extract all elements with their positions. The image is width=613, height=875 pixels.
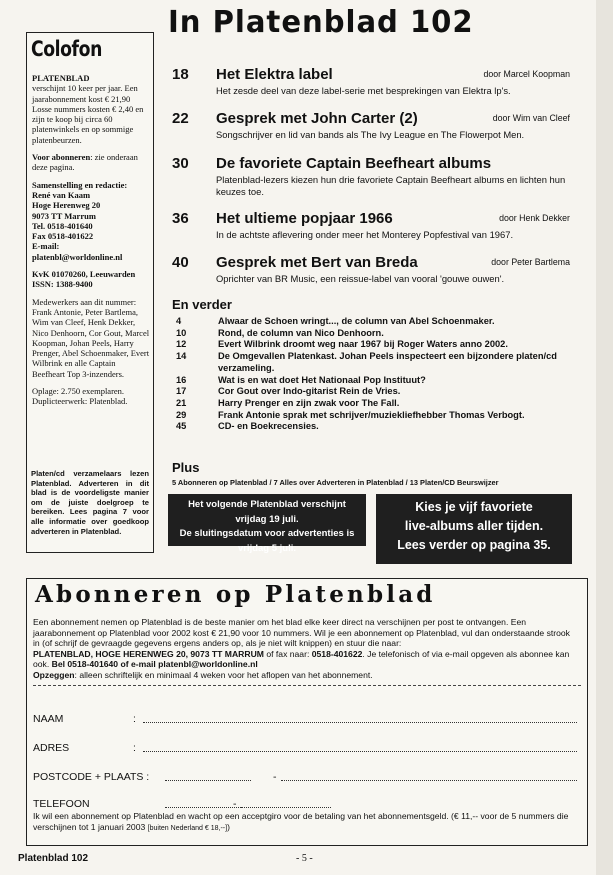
postcode-field-label: POSTCODE + PLAATS :	[33, 771, 150, 783]
list-item-page: 17	[176, 386, 187, 397]
colofon-druk: Duplicteerwerk: Platenblad.	[32, 396, 128, 407]
colofon-issn: ISSN: 1388-9400	[32, 279, 93, 290]
next-issue-line: vrijdag 19 juli.	[235, 513, 299, 525]
feature-desc: Oprichter van BR Music, een reissue-label van vooral 'gouwe ouwen'.	[216, 273, 505, 284]
phone-field-label: TELEFOON	[33, 798, 90, 810]
address-field-label: ADRES	[33, 742, 70, 754]
advertising-notice	[26, 466, 154, 553]
feature-author: door Marcel Koopman	[483, 69, 570, 79]
form-title: Abonneren op Platenblad	[35, 581, 436, 608]
list-item-text: Alwaar de Schoen wringt..., de column van Abel Schoenmaker.	[218, 316, 495, 326]
list-item-text: Frank Antonie sprak met schrijver/muziekliefhebber Thomas Verbogt.	[218, 409, 525, 420]
form-footer	[33, 811, 581, 834]
colofon-address-3: Tel. 0518-401640	[32, 220, 93, 231]
footer-page-number: - 5 -	[296, 853, 313, 864]
next-issue-line: vrijdag 5 juli.	[237, 542, 297, 554]
list-item	[172, 410, 572, 422]
form-footer-small: [buiten Nederland € 18,--]	[147, 824, 228, 832]
name-field-line[interactable]	[143, 722, 577, 723]
advertising-notice-text: Platen/cd verzamelaars lezen Platenblad. Adverteren in dit blad is de voordeligste manier om de juiste doelgroep te bereiken. Lees pagina 7 voor alle informatie over goedkoop adverteren in Platenblad.	[31, 469, 149, 536]
favorites-line: Kies je vijf favoriete	[415, 500, 533, 514]
list-item-text: Rond, de column van Nico Denhoorn.	[218, 327, 384, 338]
subscription-form	[26, 578, 588, 846]
colofon-oplage: Oplage: 2.750 exemplaren.	[32, 386, 125, 397]
feature-title: Het ultieme popjaar 1966	[216, 210, 393, 227]
form-intro	[33, 617, 578, 680]
cut-line	[33, 685, 581, 686]
feature-author: door Wim van Cleef	[492, 113, 570, 123]
colofon-abonneren-text: : zie onderaan deze pagina.	[32, 152, 138, 173]
colofon-address-0: René van Kaam	[32, 189, 91, 200]
feature-title: Gesprek met John Carter (2)	[216, 110, 418, 127]
next-issue-box	[168, 494, 366, 554]
form-phone: Bel 0518-401640 of e-mail platenbl@worldonline.nl	[51, 659, 258, 669]
feature-title: Het Elektra label	[216, 66, 333, 83]
field-dash: -	[273, 771, 277, 783]
feature-title: Gesprek met Bert van Breda	[216, 254, 418, 271]
plus-heading: Plus	[172, 460, 200, 475]
list-item	[172, 328, 572, 340]
list-item-page: 12	[176, 339, 187, 350]
colofon-kvk: KvK 01070260, Leeuwarden	[32, 269, 136, 280]
field-dash: -	[233, 798, 237, 810]
list-item-page: 45	[176, 421, 187, 432]
next-issue-line: Het volgende Platenblad verschijnt	[188, 499, 346, 510]
postcode-field-line[interactable]	[165, 780, 251, 781]
list-item	[172, 375, 572, 387]
favorites-line: Lees verder op pagina 35.	[397, 538, 551, 552]
feature-page: 36	[172, 210, 189, 227]
place-field-line[interactable]	[281, 780, 577, 781]
form-footer-end: )	[227, 821, 230, 832]
feature-author: door Henk Dekker	[499, 213, 570, 223]
colofon-abonneren-label: Voor abonneren	[32, 152, 91, 163]
form-opzeggen-text: : alleen schriftelijk en minimaal 4 weken voor het aflopen van het abonnement.	[74, 669, 373, 680]
list-item	[172, 386, 572, 398]
en-verder-list	[172, 316, 572, 433]
list-item-page: 14	[176, 351, 187, 362]
form-opzeggen-label: Opzeggen	[33, 669, 75, 680]
feature-desc: Songschrijver en lid van bands als The Ivy League en The Flowerpot Men.	[216, 129, 525, 140]
feature-page: 18	[172, 66, 189, 83]
favorites-box	[376, 494, 572, 564]
next-issue-line: De sluitingsdatum voor advertenties is	[179, 528, 355, 539]
en-verder-heading: En verder	[172, 297, 232, 312]
list-item	[172, 339, 572, 351]
colofon-redactie-label: Samenstelling en redactie:	[32, 179, 128, 190]
colofon-title: Colofon	[31, 37, 102, 61]
name-field-label: NAAM	[33, 713, 64, 725]
address-field-line[interactable]	[143, 751, 577, 752]
list-item-page: 16	[176, 374, 187, 385]
list-item-page: 4	[176, 316, 182, 326]
list-item	[172, 351, 572, 374]
feature-desc: Het zesde deel van deze label-serie met besprekingen van Elektra lp's.	[216, 85, 511, 96]
colofon-address-4: Fax 0518-401622	[32, 231, 94, 242]
bleed-through-shadow	[596, 0, 613, 875]
colofon-name: PLATENBLAD	[32, 73, 90, 83]
colofon-medewerkers: Medewerkers aan dit nummer: Frank Antonie, Peter Bartlema, Wim van Cleef, Henk Dekker, Nico Denhoorn, Cor Gout, Marcel Koopman, Johan Peels, Harry Prenger, Abel Schoenmaker, Evert Wilbrink en alle Captain Beefheart Top 3-inzenders.	[32, 296, 150, 379]
footer-issue: Platenblad 102	[18, 853, 89, 864]
colofon-email: platenbl@worldonline.nl	[32, 251, 123, 262]
field-colon: :	[133, 742, 136, 754]
form-fax: 0518-401622	[311, 648, 363, 659]
form-fax-text: of fax naar:	[266, 648, 310, 659]
colofon-box	[26, 32, 154, 468]
feature-desc: In de achtste aflevering onder meer het Monterey Popfestival van 1967.	[216, 229, 514, 240]
form-intro-text: Een abonnement nemen op Platenblad is de beste manier om het blad elke keer direct na verschijnen per post te ontvangen. Een jaarabonnement op Platenblad voor 2002 kost € 21,90 voor 10 nummers. Wil je een abonnement op Platenblad, vul dan onderstaande strook in (of schrijf de gevraagde gegevens ergens anders op, als je niet wilt knippen) en stuur die naar:	[33, 617, 570, 648]
form-phone-intro: . Je telefonisch of via e-mail opgeven als abonnee kan ook.	[33, 648, 570, 669]
form-address: PLATENBLAD, HOGE HERENWEG 20, 9073 TT MARRUM	[33, 648, 264, 659]
feature-page: 30	[172, 155, 189, 172]
list-item-page: 29	[176, 409, 187, 420]
phone-field-line-a[interactable]	[165, 807, 251, 808]
feature-desc: Platenblad-lezers kiezen hun drie favoriete Captain Beefheart albums en lichten hun keuzes toe.	[216, 174, 566, 197]
list-item	[172, 398, 572, 410]
form-footer-text: Ik wil een abonnement op Platenblad en wacht op een acceptgiro voor de betaling van het abonnementsgeld. (€ 11,-- voor de 5 nummers die verschijnen tot 1 januari 2003	[33, 811, 569, 832]
colofon-address-1: Hoge Herenweg 20	[32, 200, 101, 211]
favorites-line: live-albums aller tijden.	[404, 519, 544, 533]
colofon-body	[32, 73, 150, 414]
feature-author: door Peter Bartlema	[491, 257, 570, 267]
list-item-page: 10	[176, 327, 187, 338]
feature-page: 40	[172, 254, 189, 271]
list-item-text: Cor Gout over Indo-gitarist Rein de Vries.	[218, 386, 401, 397]
colofon-address-2: 9073 TT Marrum	[32, 210, 96, 221]
colofon-address-5: E-mail:	[32, 241, 60, 252]
list-item-page: 21	[176, 397, 187, 408]
list-item	[172, 316, 572, 328]
plus-line: 5 Abonneren op Platenblad / 7 Alles over Adverteren in Platenblad / 13 Platen/CD Beurswijzer	[172, 478, 499, 487]
list-item-text: CD- en Boekrecensies.	[218, 421, 319, 432]
page-title: In Platenblad 102	[168, 5, 474, 40]
field-colon: :	[133, 713, 136, 725]
colofon-intro: verschijnt 10 keer per jaar. Een jaarabonnement kost € 21,90 Losse nummers kosten € 2,40 en zijn te koop bij circa 60 platenwinkels en op sommige platenbeurzen.	[32, 83, 144, 145]
phone-field-line-b[interactable]	[241, 807, 331, 808]
list-item-text: Harry Prenger en zijn zwak voor The Fall.	[218, 397, 400, 408]
list-item-text: Evert Wilbrink droomt weg naar 1967 bij Roger Waters anno 2002.	[218, 339, 508, 350]
list-item	[172, 421, 572, 433]
feature-page: 22	[172, 110, 189, 127]
list-item-text: De Omgevallen Platenkast. Johan Peels inspecteert een bijzondere platen/cd verzameling.	[218, 351, 557, 373]
list-item-text: Wat is en wat doet Het Nationaal Pop Instituut?	[218, 374, 426, 385]
feature-title: De favoriete Captain Beefheart albums	[216, 155, 492, 172]
